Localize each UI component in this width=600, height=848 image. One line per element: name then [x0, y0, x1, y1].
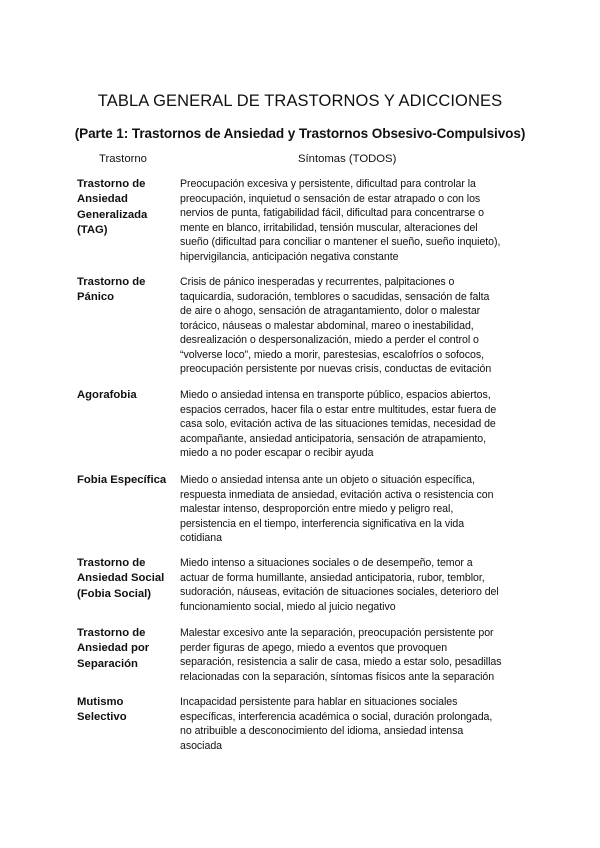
row-name: Fobia Específica — [77, 474, 167, 486]
row-name: Trastorno de Ansiedad Social (Fobia Social) — [77, 557, 165, 600]
page-subtitle: (Parte 1: Trastornos de Ansiedad y Trastornos Obsesivo-Compulsivos) — [74, 126, 526, 141]
row-symptoms: Preocupación excesiva y persistente, dificultad para controlar la preocupación, inquietud o sensación de estar atrapado o con los nervios de punta, fatigabilidad fácil, dificultad para concentrarse o mente en blanco, irritabilidad, tensión muscular, alteraciones del sueño (dificultad para conciliar o mantener el sueño, sueño inquieto), hipervigilancia, anticipación negativa constante — [180, 178, 501, 263]
row-symptoms: Miedo intenso a situaciones sociales o de desempeño, temor a actuar de forma humillante, ansiedad anticipatoria, rubor, temblor, sudoración, náuseas, evitación de situaciones sociales, deterioro del funcionamiento social, miedo al juicio negativo — [180, 557, 499, 613]
row-symptoms: Miedo o ansiedad intensa en transporte público, espacios abiertos, espacios cerrados, hacer fila o estar entre multitudes, estar fuera de casa solo, evitación activa de las situaciones temidas, necesidad de acompañante, ansiedad anticipatoria, sensación de atrapamiento, miedo a no poder escapar o recibir ayuda — [180, 389, 497, 459]
page-title: TABLA GENERAL DE TRASTORNOS Y ADICCIONES — [97, 92, 503, 110]
row-symptoms: Malestar excesivo ante la separación, preocupación persistente por perder figuras de apego, miedo a eventos que provoquen separación, resistencia a salir de casa, miedo a estar solo, pesadillas relacionadas con la separación, síntomas físicos ante la separación — [180, 627, 502, 683]
row-name: Agorafobia — [77, 389, 137, 401]
row-symptoms: Incapacidad persistente para hablar en situaciones sociales específicas, interferencia académica o social, duración prolongada, no atribuible a desconocimiento del idioma, ansiedad intensa asociada — [180, 696, 493, 752]
column-header-sintomas: Síntomas (TODOS) — [298, 153, 397, 165]
row-name: Trastorno de Pánico — [77, 276, 146, 304]
row-name: Trastorno de Ansiedad Generalizada (TAG) — [77, 178, 148, 237]
row-symptoms: Miedo o ansiedad intensa ante un objeto o situación específica, respuesta inmediata de ansiedad, evitación activa o resistencia con malestar intenso, desproporción entre miedo y peligro real, persistencia en el tiempo, interferencia significativa en la vida cotidiana — [180, 474, 494, 544]
column-header-trastorno: Trastorno — [99, 153, 147, 165]
row-symptoms: Crisis de pánico inesperadas y recurrentes, palpitaciones o taquicardia, sudoración, temblores o sacudidas, sensación de falta de aire o ahogo, sensación de atragantamiento, dolor o malestar torácico, náuseas o malestar abdominal, mareo o inestabilidad, desrealización o despersonalización, miedo a perder el control o “volverse loco”, miedo a morir, parestesias, escalofríos o sofocos, preocupación persistente por nuevas crisis, conductas de evitación — [180, 276, 492, 375]
row-name: Trastorno de Ansiedad por Separación — [77, 627, 150, 670]
row-name: Mutismo Selectivo — [77, 696, 127, 724]
